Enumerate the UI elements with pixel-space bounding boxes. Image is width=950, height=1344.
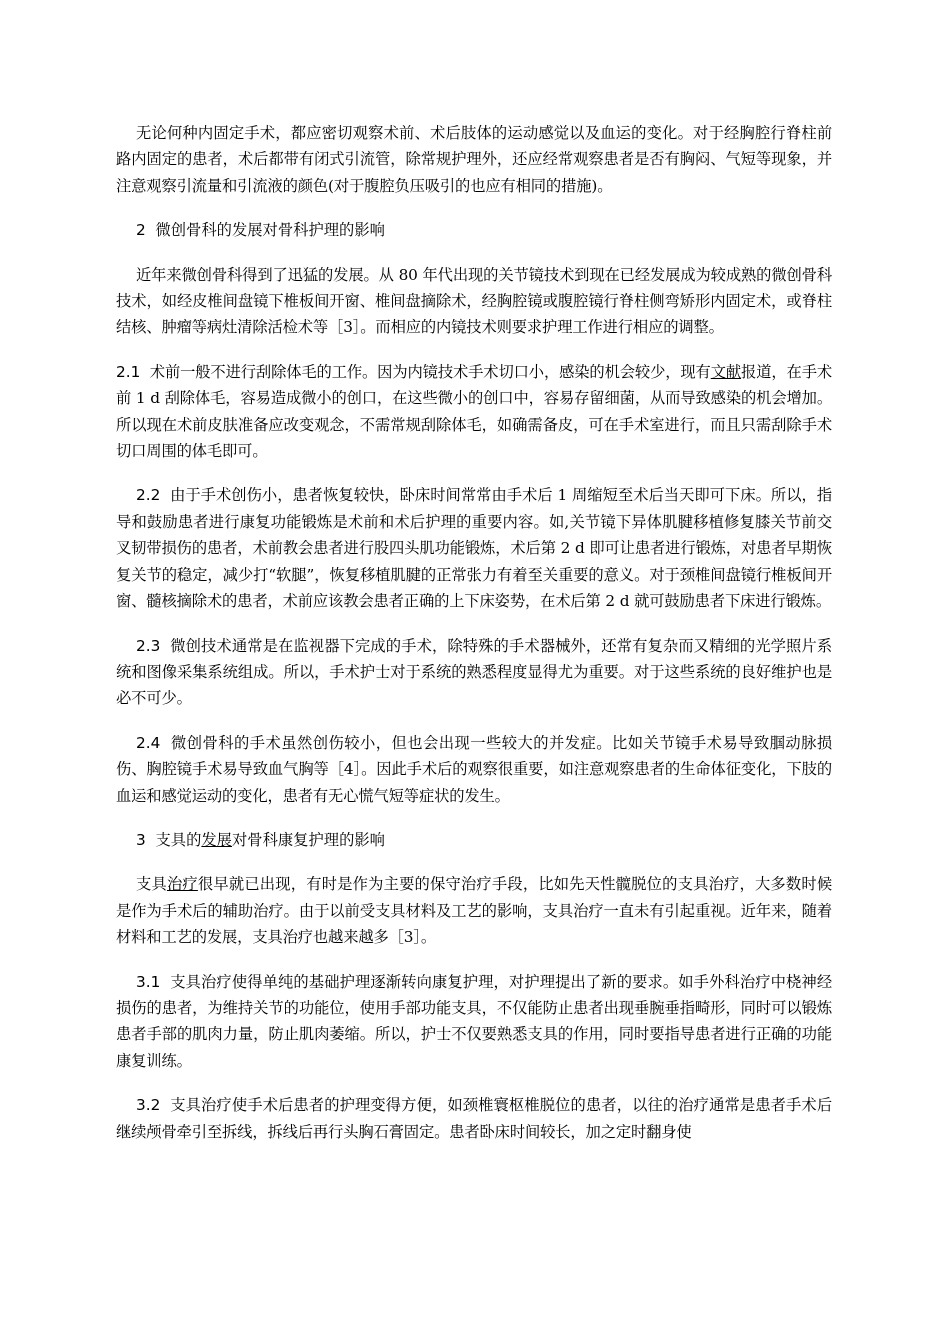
paragraph-text: 支具 — [136, 875, 167, 894]
paragraph-text: 微创骨科的手术虽然创伤较小，但也会出现一些较大的并发症。比如关节镜手术易导致腘动脉损伤、胸腔镜手术易导致血气胸等［4］。因此手术后的观察很重要，如注意观察患者的生命体征变化，下肢的血运和感觉运动的变化，患者有无心慌气短等症状的发生。 — [116, 733, 832, 805]
subsection-number: 2.3 — [136, 636, 161, 655]
paragraph-3-2 — [116, 1092, 832, 1145]
paragraph-minimally-invasive-intro — [116, 262, 832, 341]
subsection-number: 2.2 — [136, 486, 161, 505]
paragraph-text: 支具治疗使得单纯的基础护理逐渐转向康复护理，对护理提出了新的要求。如手外科治疗中桡神经损伤的患者，为维持关节的功能位，使用手部功能支具，不仅能防止患者出现垂腕垂指畸形，同时可以锻炼患者手部的肌肉力量，防止肌肉萎缩。所以，护士不仅要熟悉支具的作用，同时要指导患者进行正确的功能康复训练。 — [116, 972, 832, 1070]
treatment-link[interactable]: 治疗 — [166, 875, 198, 894]
paragraph-text: 近年来微创骨科得到了迅猛的发展。从 80 年代出现的关节镜技术到现在已经发展成为较成熟的微创骨科技术，如经皮椎间盘镜下椎板间开窗、椎间盘摘除术，经胸腔镜或腹腔镜行脊柱侧弯矫形内固定术，或脊柱结核、肿瘤等病灶清除活检术等［3］。而相应的内镜技术则要求护理工作进行相应的调整。 — [116, 265, 832, 337]
section-title: 支具的 — [155, 830, 202, 849]
paragraph-text: 无论何种内固定手术，都应密切观察术前、术后肢体的运动感觉以及血运的变化。对于经胸腔行脊柱前路内固定的患者，术后都带有闭式引流管，除常规护理外，还应经常观察患者是否有胸闷、气短等现象，并注意观察引流量和引流液的颜色(对于腹腔负压吸引的也应有相同的措施)。 — [116, 124, 832, 195]
paragraph-3-1 — [116, 969, 832, 1075]
paragraph-text: 由于手术创伤小，患者恢复较快，卧床时间常常由手术后 1 周缩短至术后当天即可下床。所以，指导和鼓励患者进行康复功能锻炼是术前和术后护理的重要内容。如,关节镜下异体肌腱移植修复膝关节前交叉韧带损伤的患者，术前教会患者进行股四头肌功能锻炼，术后第 2 d 即可让患者进行锻炼，对患者早期恢复关节的稳定，减少打“软腿”，恢复移植肌腱的正常张力有着至关重要的意义。对于颈椎间盘镜行椎板间开窗、髓核摘除术的患者，术前应该教会患者正确的上下床姿势，在术后第 2 d 就可鼓励患者下床进行锻炼。 — [116, 486, 832, 611]
section-number: 3 — [136, 830, 146, 849]
paragraph-2-2 — [116, 482, 832, 614]
section-number: 2 — [136, 221, 146, 240]
subsection-number: 3.1 — [136, 972, 161, 991]
section-title: 微创骨科的发展对骨科护理的影响 — [155, 221, 385, 240]
paragraph-2-3 — [116, 633, 832, 712]
section-heading-3 — [116, 827, 832, 853]
paragraph-text: 报道，在手术前 1 d 刮除体毛，容易造成微小的创口，在这些微小的创口中，容易存留细菌，从而导致感染的机会增加。所以现在术前皮肤准备应改变观念，不需常规刮除体毛，如确需备皮，可在手术室进行，而且只需刮除手术切口周围的体毛即可。 — [116, 362, 832, 461]
subsection-number: 2.4 — [136, 733, 161, 752]
section-heading-2 — [116, 217, 832, 243]
subsection-number: 3.2 — [136, 1096, 161, 1115]
document-body — [116, 120, 832, 1163]
development-link[interactable]: 发展 — [201, 830, 232, 849]
paragraph-text: 支具治疗使手术后患者的护理变得方便，如颈椎寰枢椎脱位的患者，以往的治疗通常是患者手术后继续颅骨牵引至拆线，拆线后再行头胸石膏固定。患者卧床时间较长，加之定时翻身使 — [116, 1096, 832, 1141]
literature-link[interactable]: 文献 — [710, 362, 742, 381]
paragraph-text: 很早就已出现，有时是作为主要的保守治疗手段，比如先天性髋脱位的支具治疗，大多数时候是作为手术后的辅助治疗。由于以前受支具材料及工艺的影响，支具治疗一直未有引起重视。近年来，随着材料和工艺的发展，支具治疗也越来越多［3］。 — [116, 875, 832, 947]
paragraph-text: 术前一般不进行刮除体毛的工作。因为内镜技术手术切口小，感染的机会较少，现有 — [149, 362, 711, 381]
paragraph-2-1 — [116, 359, 832, 465]
paragraph-brace-intro — [116, 871, 832, 950]
section-title: 对骨科康复护理的影响 — [231, 830, 385, 849]
paragraph-internal-fixation — [116, 120, 832, 199]
paragraph-2-4 — [116, 730, 832, 809]
paragraph-text: 微创技术通常是在监视器下完成的手术，除特殊的手术器械外，还常有复杂而又精细的光学照片系统和图像采集系统组成。所以，手术护士对于系统的熟悉程度显得尤为重要。对于这些系统的良好维护也是必不可少。 — [116, 636, 832, 708]
subsection-number: 2.1 — [116, 362, 141, 381]
